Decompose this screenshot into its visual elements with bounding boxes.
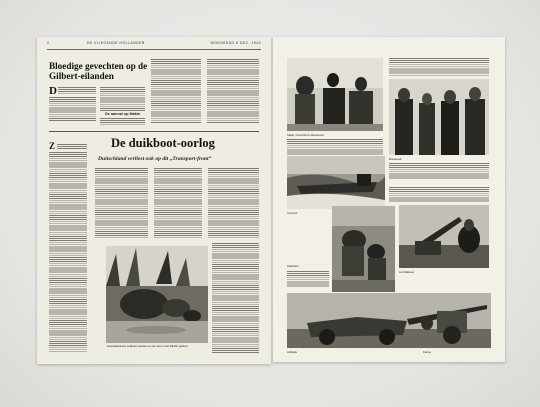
right-page [273, 37, 505, 362]
caption-gun: Kanon [423, 350, 432, 354]
drop-cap: D [49, 85, 57, 97]
article-title-gilbert: Bloedige gevechten op de Gilbert-eilanden [49, 61, 148, 81]
text-block [287, 271, 329, 287]
text-block [58, 87, 96, 95]
left-page [37, 37, 271, 364]
text-block [57, 144, 87, 150]
text-block [389, 187, 489, 202]
text-block [287, 139, 383, 155]
photo-infantry [332, 206, 395, 292]
subhead-makin: De aanval op Makin [105, 112, 141, 116]
text-block [151, 59, 201, 124]
caption-roosevelt: Roosevelt [389, 157, 402, 161]
photo-artillery [287, 293, 491, 348]
text-block [100, 118, 145, 126]
caption-convoy: Convooi [287, 211, 298, 215]
article-title-duikboot: De duikboot-oorlog [111, 136, 215, 150]
article-subtitle-duikboot: Duitschland verliest ook op dit „Transport-front” [98, 156, 212, 162]
issue-date: WOENSDAG 8 DEC. 1943 [210, 41, 261, 45]
page-header [47, 41, 261, 50]
photo-conference [287, 58, 383, 131]
caption-artillery: Artillerie [287, 350, 298, 354]
text-block [95, 168, 148, 238]
photo-roosevelt [389, 79, 489, 155]
page-number: 2 [47, 41, 50, 45]
photo-anti-aircraft [399, 205, 489, 268]
text-block [208, 168, 259, 238]
caption-anti-aircraft: Luchtafweer [399, 270, 415, 274]
text-block [100, 87, 145, 111]
text-block [212, 243, 259, 353]
photo-convoy [287, 156, 385, 209]
text-block [154, 168, 202, 238]
caption-conference: Stalin, Churchill en Roosevelt [287, 133, 324, 137]
text-block [49, 97, 96, 122]
divider [49, 131, 259, 132]
text-block [207, 59, 259, 124]
photo-caption: Amerikaansche soldaten landen op een atol in het Pacific-gebied [107, 344, 188, 348]
text-block [49, 152, 87, 352]
caption-infantry: Infanterie [287, 264, 299, 268]
text-block [389, 58, 489, 76]
newspaper-name: DE VLIEGENDE HOLLANDER [87, 41, 145, 45]
photo-landing [106, 246, 208, 343]
drop-cap: Z [49, 141, 56, 151]
text-block [389, 163, 489, 180]
